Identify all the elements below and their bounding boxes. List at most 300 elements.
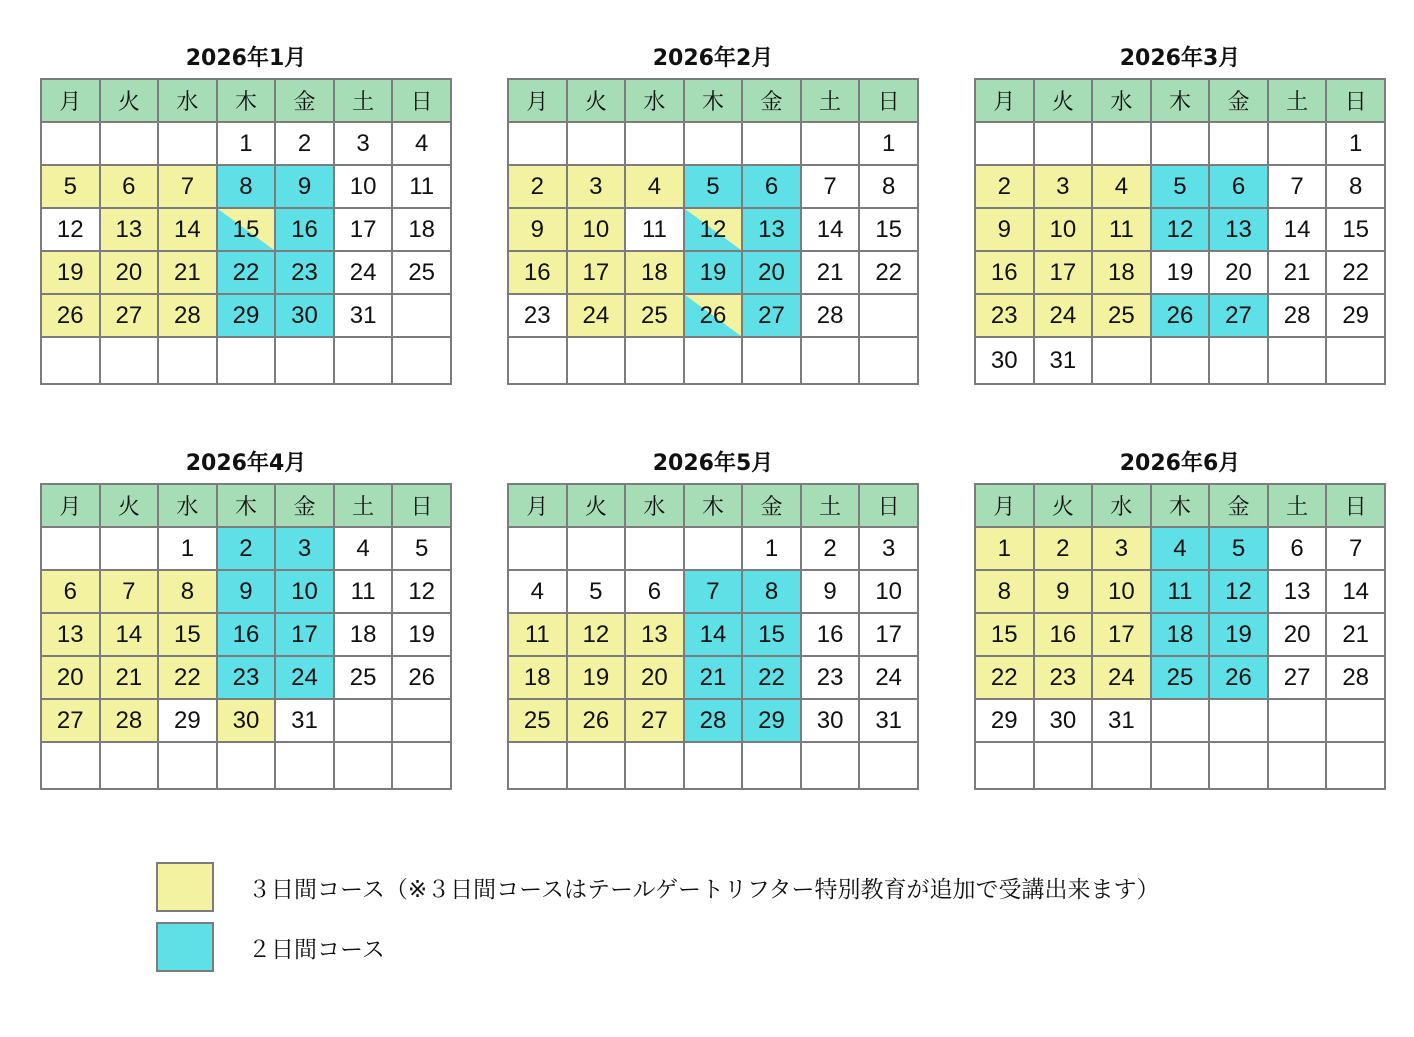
day-cell: 20: [1209, 251, 1268, 294]
empty-day-cell: [334, 742, 393, 789]
day-cell: 19: [41, 251, 100, 294]
day-cell: 17: [1092, 613, 1151, 656]
day-cell: 14: [100, 613, 159, 656]
month-title: 2026年6月: [1119, 451, 1241, 476]
day-cell: 18: [334, 613, 393, 656]
empty-day-cell: [158, 122, 217, 165]
day-cell: 19: [567, 656, 626, 699]
day-cell: 27: [1209, 294, 1268, 337]
day-cell: 10: [1092, 570, 1151, 613]
weekday-header: 日: [1326, 79, 1385, 122]
day-cell: 28: [801, 294, 860, 337]
weekday-header: 土: [334, 484, 393, 527]
empty-day-cell: [1151, 122, 1210, 165]
day-cell: 11: [508, 613, 567, 656]
empty-day-cell: [41, 742, 100, 789]
day-cell: 1: [975, 527, 1034, 570]
day-cell: 7: [801, 165, 860, 208]
month-calendar: [507, 40, 919, 385]
day-cell: 22: [158, 656, 217, 699]
day-cell: 31: [1092, 699, 1151, 742]
week-row: [975, 251, 1385, 294]
weekday-header: 木: [1151, 79, 1210, 122]
week-row: [508, 251, 918, 294]
weekday-header: 金: [275, 79, 334, 122]
month-title: 2026年5月: [652, 451, 774, 476]
day-cell: 16: [275, 208, 334, 251]
week-row: [41, 570, 451, 613]
day-cell: 17: [1034, 251, 1093, 294]
empty-day-cell: [217, 337, 276, 384]
empty-day-cell: [158, 337, 217, 384]
empty-day-cell: [742, 337, 801, 384]
day-cell: 6: [625, 570, 684, 613]
weekday-header: 土: [1268, 79, 1327, 122]
empty-day-cell: [508, 742, 567, 789]
weekday-header: 火: [567, 484, 626, 527]
week-row: [41, 122, 451, 165]
day-cell: 20: [742, 251, 801, 294]
day-cell: 19: [1209, 613, 1268, 656]
weekday-header: 木: [684, 484, 743, 527]
day-cell: 18: [1151, 613, 1210, 656]
empty-day-cell: [41, 527, 100, 570]
day-cell: 24: [859, 656, 918, 699]
week-row: [975, 165, 1385, 208]
weekday-header: 水: [1092, 484, 1151, 527]
month-title: 2026年1月: [185, 46, 307, 71]
week-row: [41, 165, 451, 208]
weekday-header: 木: [684, 79, 743, 122]
empty-day-cell: [1209, 742, 1268, 789]
day-cell: 8: [859, 165, 918, 208]
day-cell: 14: [158, 208, 217, 251]
day-cell: 5: [1209, 527, 1268, 570]
day-cell: 4: [334, 527, 393, 570]
empty-day-cell: [1151, 699, 1210, 742]
day-cell: 17: [567, 251, 626, 294]
month-calendar: [974, 40, 1386, 385]
day-cell: 13: [1268, 570, 1327, 613]
empty-day-cell: [801, 122, 860, 165]
day-cell: 25: [1151, 656, 1210, 699]
day-cell: 11: [1092, 208, 1151, 251]
day-cell: 23: [1034, 656, 1093, 699]
empty-day-cell: [392, 699, 451, 742]
month-calendar: [40, 40, 452, 385]
day-cell: 22: [217, 251, 276, 294]
weekday-header-row: [508, 484, 918, 527]
weekday-header: 金: [1209, 79, 1268, 122]
day-cell: 31: [859, 699, 918, 742]
day-cell: 18: [392, 208, 451, 251]
day-cell: 22: [1326, 251, 1385, 294]
day-cell: 8: [975, 570, 1034, 613]
weekday-header-row: [508, 79, 918, 122]
weekday-header: 月: [41, 79, 100, 122]
week-row: [508, 294, 918, 337]
weekday-header: 火: [100, 79, 159, 122]
day-cell: 3: [334, 122, 393, 165]
day-cell: 22: [742, 656, 801, 699]
empty-day-cell: [1268, 122, 1327, 165]
day-cell: 11: [1151, 570, 1210, 613]
legend-swatch-two-day: [156, 922, 214, 972]
empty-day-cell: [684, 337, 743, 384]
empty-day-cell: [100, 527, 159, 570]
day-cell: 23: [275, 251, 334, 294]
weekday-header: 日: [859, 484, 918, 527]
day-cell: 6: [100, 165, 159, 208]
weekday-header: 日: [1326, 484, 1385, 527]
week-row: [41, 656, 451, 699]
empty-day-cell: [1209, 337, 1268, 384]
weekday-header: 木: [1151, 484, 1210, 527]
day-cell: 15: [1326, 208, 1385, 251]
calendar-table: [974, 78, 1386, 385]
empty-day-cell: [742, 122, 801, 165]
day-cell: 17: [334, 208, 393, 251]
empty-day-cell: [684, 742, 743, 789]
weekday-header: 土: [334, 79, 393, 122]
legend-label-three-day: ３日間コース（※３日間コースはテールゲートリフター特別教育が追加で受講出来ます）: [248, 877, 1160, 903]
empty-day-cell: [100, 337, 159, 384]
empty-day-cell: [275, 742, 334, 789]
day-cell: 28: [684, 699, 743, 742]
empty-day-cell: [567, 122, 626, 165]
day-cell: 17: [275, 613, 334, 656]
day-cell: 23: [508, 294, 567, 337]
day-cell: 2: [275, 122, 334, 165]
weekday-header: 月: [508, 79, 567, 122]
day-cell: 27: [41, 699, 100, 742]
day-cell: 10: [1034, 208, 1093, 251]
week-row: [975, 613, 1385, 656]
empty-day-cell: [742, 742, 801, 789]
day-cell: 21: [158, 251, 217, 294]
day-cell: 12: [392, 570, 451, 613]
day-cell: 19: [1151, 251, 1210, 294]
day-cell: 19: [684, 251, 743, 294]
weekday-header: 月: [975, 79, 1034, 122]
empty-day-cell: [392, 337, 451, 384]
month-title: 2026年3月: [1119, 46, 1241, 71]
weekday-header-row: [41, 484, 451, 527]
day-cell: 6: [41, 570, 100, 613]
day-cell: 6: [1268, 527, 1327, 570]
day-cell: 31: [334, 294, 393, 337]
empty-day-cell: [1209, 122, 1268, 165]
day-cell: 19: [392, 613, 451, 656]
day-cell: 9: [975, 208, 1034, 251]
empty-day-cell: [41, 122, 100, 165]
day-cell: 15: [742, 613, 801, 656]
day-cell: 15: [217, 208, 276, 251]
day-cell: 4: [1092, 165, 1151, 208]
day-cell: 4: [1151, 527, 1210, 570]
day-cell: 3: [275, 527, 334, 570]
empty-day-cell: [801, 742, 860, 789]
day-cell: 30: [801, 699, 860, 742]
day-cell: 18: [508, 656, 567, 699]
weekday-header: 水: [158, 79, 217, 122]
day-cell: 16: [1034, 613, 1093, 656]
day-cell: 8: [742, 570, 801, 613]
day-cell: 27: [100, 294, 159, 337]
empty-day-cell: [392, 742, 451, 789]
week-row: [975, 208, 1385, 251]
empty-day-cell: [625, 742, 684, 789]
week-row: [508, 208, 918, 251]
day-cell: 17: [859, 613, 918, 656]
weekday-header: 金: [742, 79, 801, 122]
empty-day-cell: [508, 337, 567, 384]
day-cell: 26: [41, 294, 100, 337]
calendar-table: [507, 78, 919, 385]
day-cell: 28: [100, 699, 159, 742]
weekday-header: 月: [508, 484, 567, 527]
day-cell: 30: [975, 337, 1034, 384]
day-cell: 2: [801, 527, 860, 570]
day-cell: 2: [217, 527, 276, 570]
week-row: [508, 527, 918, 570]
weekday-header: 木: [217, 79, 276, 122]
empty-day-cell: [975, 742, 1034, 789]
day-cell: 25: [625, 294, 684, 337]
day-cell: 20: [625, 656, 684, 699]
day-cell: 31: [275, 699, 334, 742]
week-row: [508, 165, 918, 208]
week-row: [975, 527, 1385, 570]
day-cell: 5: [392, 527, 451, 570]
day-cell: 11: [334, 570, 393, 613]
empty-day-cell: [1092, 122, 1151, 165]
day-cell: 21: [684, 656, 743, 699]
calendar-table: [974, 483, 1386, 790]
weekday-header: 火: [567, 79, 626, 122]
week-row: [41, 208, 451, 251]
empty-day-cell: [1151, 337, 1210, 384]
weekday-header: 水: [158, 484, 217, 527]
week-row: [41, 294, 451, 337]
week-row: [975, 337, 1385, 384]
empty-day-cell: [217, 742, 276, 789]
empty-day-cell: [625, 527, 684, 570]
day-cell: 13: [41, 613, 100, 656]
legend-label-two-day: ２日間コース: [248, 937, 385, 963]
weekday-header: 火: [100, 484, 159, 527]
calendar-table: [40, 78, 452, 385]
empty-day-cell: [508, 122, 567, 165]
day-cell: 16: [975, 251, 1034, 294]
weekday-header: 日: [392, 79, 451, 122]
empty-day-cell: [859, 337, 918, 384]
week-row: [41, 527, 451, 570]
day-cell: 10: [567, 208, 626, 251]
day-cell: 14: [1268, 208, 1327, 251]
day-cell: 15: [975, 613, 1034, 656]
day-cell: 5: [1151, 165, 1210, 208]
day-cell: 16: [801, 613, 860, 656]
week-row: [508, 122, 918, 165]
empty-day-cell: [859, 294, 918, 337]
day-cell: 29: [975, 699, 1034, 742]
day-cell: 11: [625, 208, 684, 251]
weekday-header: 土: [801, 79, 860, 122]
day-cell: 27: [1268, 656, 1327, 699]
day-cell: 25: [334, 656, 393, 699]
day-cell: 23: [801, 656, 860, 699]
week-row: [41, 337, 451, 384]
day-cell: 1: [217, 122, 276, 165]
day-cell: 22: [975, 656, 1034, 699]
empty-day-cell: [1268, 699, 1327, 742]
week-row: [975, 294, 1385, 337]
week-row: [508, 570, 918, 613]
weekday-header: 金: [1209, 484, 1268, 527]
day-cell: 22: [859, 251, 918, 294]
day-cell: 7: [1326, 527, 1385, 570]
week-row: [508, 613, 918, 656]
day-cell: 23: [217, 656, 276, 699]
day-cell: 21: [100, 656, 159, 699]
day-cell: 30: [217, 699, 276, 742]
day-cell: 29: [742, 699, 801, 742]
day-cell: 3: [1092, 527, 1151, 570]
day-cell: 30: [1034, 699, 1093, 742]
empty-day-cell: [1268, 337, 1327, 384]
day-cell: 12: [1151, 208, 1210, 251]
day-cell: 1: [859, 122, 918, 165]
empty-day-cell: [1326, 337, 1385, 384]
empty-day-cell: [100, 122, 159, 165]
empty-day-cell: [684, 122, 743, 165]
empty-day-cell: [567, 742, 626, 789]
empty-day-cell: [41, 337, 100, 384]
month-calendar: [974, 445, 1386, 790]
day-cell: 21: [1326, 613, 1385, 656]
week-row: [41, 699, 451, 742]
day-cell: 28: [158, 294, 217, 337]
day-cell: 20: [100, 251, 159, 294]
weekday-header: 月: [41, 484, 100, 527]
week-row: [41, 742, 451, 789]
day-cell: 26: [567, 699, 626, 742]
day-cell: 28: [1268, 294, 1327, 337]
empty-day-cell: [1326, 699, 1385, 742]
day-cell: 7: [158, 165, 217, 208]
day-cell: 26: [392, 656, 451, 699]
day-cell: 24: [1092, 656, 1151, 699]
week-row: [975, 656, 1385, 699]
empty-day-cell: [801, 337, 860, 384]
empty-day-cell: [1092, 742, 1151, 789]
day-cell: 31: [1034, 337, 1093, 384]
day-cell: 12: [41, 208, 100, 251]
month-title: 2026年4月: [185, 451, 307, 476]
day-cell: 12: [567, 613, 626, 656]
day-cell: 18: [625, 251, 684, 294]
week-row: [975, 699, 1385, 742]
day-cell: 26: [1209, 656, 1268, 699]
month-title: 2026年2月: [652, 46, 774, 71]
week-row: [975, 570, 1385, 613]
day-cell: 14: [801, 208, 860, 251]
day-cell: 1: [1326, 122, 1385, 165]
day-cell: 27: [625, 699, 684, 742]
day-cell: 25: [1092, 294, 1151, 337]
empty-day-cell: [625, 337, 684, 384]
day-cell: 11: [392, 165, 451, 208]
day-cell: 13: [625, 613, 684, 656]
day-cell: 2: [1034, 527, 1093, 570]
day-cell: 25: [392, 251, 451, 294]
day-cell: 4: [392, 122, 451, 165]
day-cell: 12: [1209, 570, 1268, 613]
day-cell: 25: [508, 699, 567, 742]
empty-day-cell: [1326, 742, 1385, 789]
day-cell: 8: [217, 165, 276, 208]
day-cell: 24: [334, 251, 393, 294]
day-cell: 14: [1326, 570, 1385, 613]
day-cell: 28: [1326, 656, 1385, 699]
empty-day-cell: [975, 122, 1034, 165]
day-cell: 6: [1209, 165, 1268, 208]
day-cell: 12: [684, 208, 743, 251]
empty-day-cell: [334, 699, 393, 742]
weekday-header: 木: [217, 484, 276, 527]
weekday-header: 水: [625, 484, 684, 527]
weekday-header: 土: [801, 484, 860, 527]
week-row: [41, 251, 451, 294]
month-calendar: [40, 445, 452, 790]
empty-day-cell: [567, 527, 626, 570]
weekday-header: 金: [275, 484, 334, 527]
weekday-header: 金: [742, 484, 801, 527]
day-cell: 3: [567, 165, 626, 208]
day-cell: 6: [742, 165, 801, 208]
weekday-header: 水: [625, 79, 684, 122]
week-row: [508, 656, 918, 699]
day-cell: 20: [41, 656, 100, 699]
day-cell: 10: [859, 570, 918, 613]
day-cell: 7: [100, 570, 159, 613]
weekday-header-row: [975, 79, 1385, 122]
weekday-header-row: [975, 484, 1385, 527]
day-cell: 2: [508, 165, 567, 208]
day-cell: 2: [975, 165, 1034, 208]
day-cell: 26: [1151, 294, 1210, 337]
day-cell: 5: [41, 165, 100, 208]
day-cell: 9: [217, 570, 276, 613]
day-cell: 9: [508, 208, 567, 251]
empty-day-cell: [1034, 122, 1093, 165]
weekday-header: 日: [392, 484, 451, 527]
day-cell: 26: [684, 294, 743, 337]
empty-day-cell: [508, 527, 567, 570]
empty-day-cell: [100, 742, 159, 789]
day-cell: 23: [975, 294, 1034, 337]
day-cell: 5: [684, 165, 743, 208]
day-cell: 13: [1209, 208, 1268, 251]
empty-day-cell: [567, 337, 626, 384]
week-row: [508, 699, 918, 742]
day-cell: 24: [567, 294, 626, 337]
week-row: [975, 122, 1385, 165]
calendar-table: [40, 483, 452, 790]
day-cell: 27: [742, 294, 801, 337]
weekday-header: 火: [1034, 79, 1093, 122]
